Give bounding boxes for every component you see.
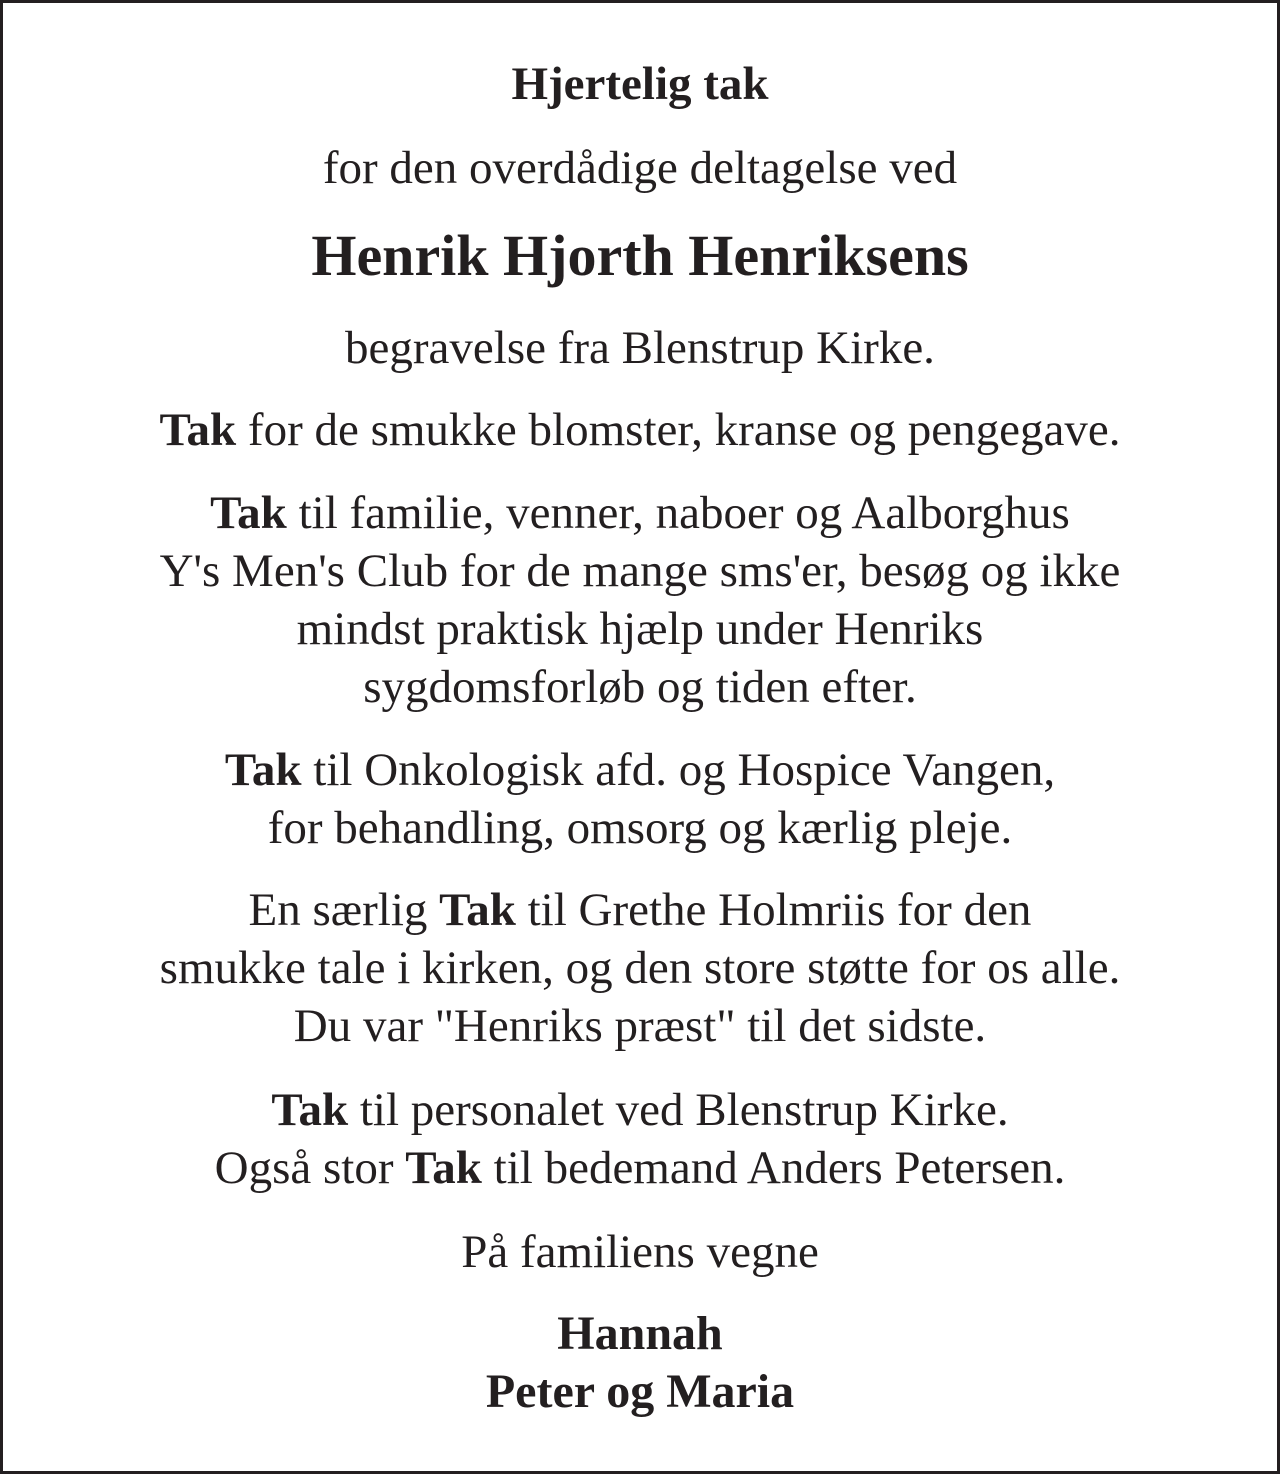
thanks-undertaker-text: til bedemand Anders Petersen. xyxy=(481,1142,1066,1194)
tak-word: Tak xyxy=(439,884,516,936)
thanks-family-text: til familie, venner, naboer og Aalborghus xyxy=(286,487,1070,539)
on-behalf-text: På familiens vegne xyxy=(461,1226,819,1278)
tak-word: Tak xyxy=(210,487,287,539)
funeral-place-text: begravelse fra Blenstrup Kirke. xyxy=(345,322,935,374)
thanks-priest-line-2: smukke tale i kirken, og den store støtte for os alle. xyxy=(159,942,1121,994)
thanks-staff-line-2 xyxy=(23,1139,1257,1197)
thanks-staff-text: til personalet ved Blenstrup Kirke. xyxy=(348,1084,1009,1136)
tak-word: Tak xyxy=(159,404,237,456)
thanks-family-line-1 xyxy=(23,484,1257,542)
deceased-name: Henrik Hjorth Henriksens xyxy=(311,223,969,288)
tak-word: Tak xyxy=(405,1142,482,1194)
thanks-hospital-line-1 xyxy=(23,741,1257,799)
thanks-priest-prefix: En særlig xyxy=(248,884,440,936)
thanks-undertaker-prefix: Også stor xyxy=(214,1142,406,1194)
signature-line-1: Hannah xyxy=(557,1307,723,1360)
thanks-hospital-line-2: for behandling, omsorg og kærlig pleje. xyxy=(267,802,1013,854)
tak-word: Tak xyxy=(271,1084,349,1136)
thanks-hospital-text: til Onkologisk afd. og Hospice Vangen, xyxy=(301,744,1056,796)
thanks-family-line-2: Y's Men's Club for de mange sms'er, besøg og ikke xyxy=(159,545,1121,597)
signature-line-2: Peter og Maria xyxy=(485,1365,795,1418)
thanks-priest-line-1 xyxy=(23,881,1257,939)
thanks-family-line-3: mindst praktisk hjælp under Henriks xyxy=(296,603,984,655)
thanks-priest-line-3: Du var "Henriks præst" til det sidste. xyxy=(293,1000,987,1052)
thanks-flowers-paragraph xyxy=(23,401,1257,459)
intro-text: for den overdådige deltagelse ved xyxy=(322,142,958,194)
thanks-family-line-4: sygdomsforløb og tiden efter. xyxy=(363,661,917,713)
thanks-flowers-text: for de smukke blomster, kranse og pengegave. xyxy=(236,404,1121,456)
notice-heading: Hjertelig tak xyxy=(511,58,769,110)
tak-word: Tak xyxy=(224,744,302,796)
thanks-staff-line-1 xyxy=(23,1081,1257,1139)
thanks-priest-text: til Grethe Holmriis for den xyxy=(515,884,1032,936)
